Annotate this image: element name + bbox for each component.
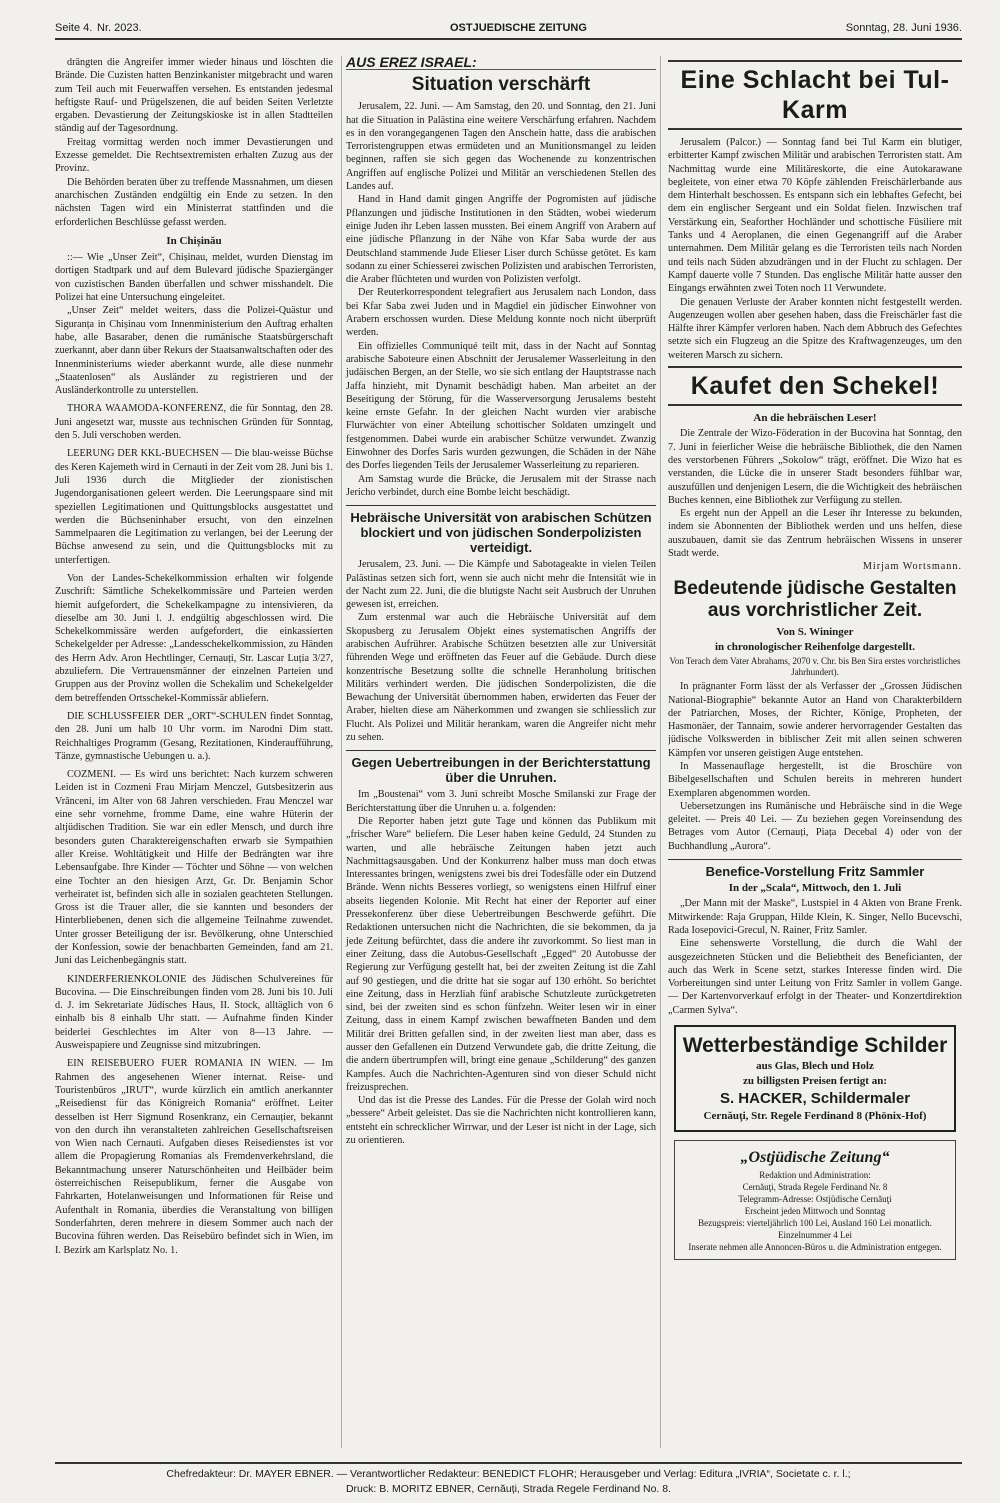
- imprint-footer: [55, 1462, 962, 1497]
- article-paragraph: Die genauen Verluste der Araber konnten nicht festgestellt werden. Augenzeugen wollen aber gesehen haben, dass die Freischärler fast die Hälfte ihrer Kämpfer verloren haben. Nach dem Abbruch des Gefechtes setzte sich ein Flugzeug an die Spitze des Kraftwagenzeuges, um den weiteren Marsch zu sichern.: [668, 296, 962, 361]
- advertisement-box: [674, 1025, 956, 1132]
- imprint-line-1: Chefredakteur: Dr. MAYER EBNER. — Verantwortlicher Redakteur: BENEDICT FLOHR; Herausgeber und Verlag: Editura „IVRIA“, Societate c. r. l.;: [166, 1468, 851, 1480]
- subheading: In der „Scala“, Mittwoch, den 1. Juli: [728, 882, 902, 895]
- box-line: Cernăuţi, Str. Regele Ferdinand 8 (Phönix-Hof): [703, 1110, 927, 1123]
- news-item: THORA WAAMODA-KONFERENZ, die für Sonntag, den 28. Juni angesetzt war, musste aus technischen Gründen für Sonntag, den 5. Juli verschoben werden.: [55, 403, 333, 442]
- news-item: Von der Landes-Schekelkommission erhalten wir folgende Zuschrift: Sämtliche Schekelkommissäre und Parteien werden hiemit aufgefordert, die Schekelkampagne zu intensivieren, da dieselbe am 30. Juni l. J. endgültig abgeschlossen wird. Die Schekelkommissäre werden aufgefordert, die einkassierten Schekelgelder per Adresse: „Landesschekelkommission, zu Händen des Herrn Adv. Aron Hechtlinger, Cernauți, Str. Lascar Luția 3/27, abzuliefern. Die Vertrauensmänner der einzelnen Parteien und Gruppen aus der Provinz wollen die Schekalim und Schekelgelder dem betreffenden Ortsschekel-Kommissär abliefern.: [55, 572, 333, 704]
- article-paragraph: Die Behörden beraten über zu treffende Massnahmen, um diesen anarchischen Zuständen endgültig ein Ende zu setzen. In den nächsten Tagen wird ein Ministerrat stattfinden und die erforderlichen Beschlüsse gefasst werden.: [55, 176, 333, 228]
- article-paragraph: ::— Wie „Unser Zeit“, Chișinau, meldet, wurden Dienstag im dortigen Stadtpark und auf dem Bulevard jüdische Spaziergänger von cuzistischen Banden überfallen und schwer misshandelt. Die Polizei hat eine Untersuchung eingeleitet.: [55, 252, 333, 304]
- subheading: An die hebräischen Leser!: [753, 412, 877, 425]
- byline-note: Von Terach dem Vater Abrahams, 2070 v. Chr. bis Ben Sira erstes vorchristliches Jahrhundert).: [669, 656, 961, 678]
- article-headline: Hebräische Universität von arabischen Schützen blockiert und von jüdischen Sonderpolizisten verteidigt.: [346, 505, 656, 555]
- box-line: Wetterbeständige Schilder: [682, 1034, 948, 1058]
- box-line: Inserate nehmen alle Annoncen-Büros u. die Administration entgegen.: [688, 1242, 942, 1253]
- article-paragraph: Ein offizielles Communiqué teilt mit, dass in der Nacht auf Sonntag arabische Saboteure einen Abschnitt der Jerusalemer Wasserleitung in den judäischen Bergen, an der Stelle, wo sie sich entlang der Hauptstrasse nach Jaffa hinzieht, mit Dynamit beschädigt haben. Man arbeitet an der Beseitigung der Störung, für die Wasserversorgung Jerusalems besteht keine ernste Gefahr. In der gleichen Nacht wurden vier arabische Flurwächter von einer Abteilung schottischer Soldaten umzingelt und festgenommen. Dabei wurde ein arabischer Schütze verwundet. Zwanzig Einwohner des Dorfes Saris wurden gezwungen, die Schäden in der Nähe des Dorfes liegenden Teils der Jerusalemer Wasserleitung zu reparieren.: [346, 340, 656, 472]
- publisher-info-box: [674, 1140, 956, 1260]
- box-line: S. HACKER, Schildermaler: [719, 1090, 911, 1108]
- issue-date: Sonntag, 28. Juni 1936.: [845, 22, 962, 34]
- article-paragraph: Jerusalem, 23. Juni. — Die Kämpfe und Sabotageakte in vielen Teilen Palästinas setzen sich fort, wenn sie auch nicht mehr die Intensität wie in der Nacht zum 22. Juni, die die blutigste Nacht seit Ausbruch der Unruhen gewesen ist, erreichen.: [346, 559, 656, 611]
- article-paragraph: Eine sehenswerte Vorstellung, die durch die Wahl der ausgezeichneten Stücken und die Beliebtheit des Beneficianten, der auch das Werk in Scene setzt, starkes Interesse finden wird. Die Vorbereitungen sind unter Leitung von Fritz Samler in vollem Gange. — Der Kartenvorverkauf erfolgt in der Theater- und Konzertdirektion „Carmen Sylva“.: [668, 938, 962, 1016]
- box-line: Telegramm-Adresse: Ostjüdische Cernăuţi: [738, 1194, 892, 1205]
- article-paragraph: Am Samstag wurde die Brücke, die Jerusalem mit der Strasse nach Jericho verbindet, durch eine Bombe leicht beschädigt.: [346, 473, 656, 498]
- signature: Mirjam Wortsmann.: [862, 561, 962, 573]
- newspaper-title: OSTJUEDISCHE ZEITUNG: [450, 22, 587, 34]
- banner-headline: Eine Schlacht bei Tul-Karm: [668, 60, 962, 130]
- article-headline: Bedeutende jüdische Gestalten aus vorchristlicher Zeit.: [673, 577, 957, 621]
- article-paragraph: Jerusalem, 22. Juni. — Am Samstag, den 20. und Sonntag, den 21. Juni hat die Situation in Palästina eine weitere Verschärfung erfahren. Nachdem es in den vorangegangenen Tagen den Anschein hatte, dass die arabischen Terroristengruppen etwas ermüdeten und an Munitionsmangel zu leiden beginnen, raffen sie sich gegen das Wochenende zu konzentrischen Angriffen auf englische Polizei und Militär an verschiedenen Stellen des Landes auf.: [346, 101, 656, 193]
- section-heading: In Chișinău: [166, 234, 222, 247]
- box-line: „Ostjüdische Zeitung“: [740, 1149, 890, 1167]
- article-paragraph: In prägnanter Form lässt der als Verfasser der „Grossen Jüdischen National-Biographie“ bekannte Autor an Hand von Charakterbildern der Patriarchen, Moses, der Richter, Könige, Propheten, der Hasmonäer, der Tannaim, sowie anderer hervorragender Gestalten das jüdische Volkswerden in biblischer Zeit mit allen seinen schweren Kämpfen vor unseren geistigen Auge entstehen.: [668, 681, 962, 759]
- news-item: DIE SCHLUSSFEIER DER „ORT“-SCHULEN findet Sonntag, den 28. Juni um halb 10 Uhr vorm. im Narodni Dim statt. Reichhaltiges Programm (Gesang, Rezitationen, Kinderaufführung, Tänze, gymnastische Uebungen u. a.).: [55, 710, 333, 762]
- article-paragraph: Jerusalem (Palcor.) — Sonntag fand bei Tul Karm ein blutiger, erbitterter Kampf zwischen Militär und arabischen Terroristen statt. Am Nachmittag wurde eine Militäreskorte, die eine Autokarawane begleitete, von einer etwa 70 Köpfe zählenden Freischärlerbande aus dem Hinterhalt beschossen. Es entspann sich ein lebhaftes Gefecht, bei dem ein englischer Sergeant und ein Soldat fielen. Inzwischen traf Verstärkung ein, Seaforther Hochländer und schottische Füsiliere mit Tanks und 4 Aeroplanen, die einen Gegenangriff auf die Araber unternahmen. Dem Militär gelang es die Terroristen teils nach Norden und teils nach Süden abzudrängen und in der Flucht zu schlagen. Der Kampf dauerte volle 7 Stunden. Das englische Militär hatte ausser den Eingangs erwähnten zwei Toten noch 11 Verwundete.: [668, 137, 962, 295]
- box-line: Redaktion und Administration:: [759, 1170, 871, 1181]
- article-paragraph: Zum erstenmal war auch die Hebräische Universität auf dem Skopusberg zu Jerusalem Objekt eines systematischen Angriffs der arabischen Aufrührer. Arabische Schützen besetzten alle zur Universität führenden Wege und eröffneten das Feuer auf die Gebäude. Durch diese konzentrische Besetzung sollte die schnelle Heranholung britischen Militärs verhindert werden. Die jüdischen Sonderpolizisten, die die Bewachung der Universität übernommen haben, erwiderten das Feuer der Araber, hielten diese am Näherkommen und zwangen sie schliesslich zur Flucht. Als Polizei und Militär herankam, waren die Angreifer nicht mehr zu sehen.: [346, 612, 656, 744]
- banner-headline: Kaufet den Schekel!: [668, 366, 962, 406]
- article-headline: Benefice-Vorstellung Fritz Sammler: [668, 859, 962, 879]
- article-paragraph: Die Reporter haben jetzt gute Tage und können das Publikum mit „frischer Ware“ beliefern. Die Leser haben keine Geduld, 24 Stunden zu warten, und alle hebräische Zeitungen haben jetzt auch Nachmittagsausgaben. Und der Konkurrenz halber muss man doch etwas Interessantes bringen, wenigstens zwei bis drei Todesfälle oder ein Dutzend Brände. Wenn nichts Besseres vorliegt, so wenigstens einen Hilfruf einer abseits liegenden Kolonie. Mit Recht hat einer der Reporter auf einer Pressekonferenz über diese Uebertreibungen Beschwerde geführt. Die Redaktionen untersuchen nicht die Nachrichten, die sie bekommen, da ja jede Zeitung befürchtet, dass die andere ihr zuvorkommt. So liest man in einer Zeitung, dass die Autobus-Gesellschaft „Egged“ 20 Autobusse der Regierung zur Verfügung gestellt hat, bei der zweiten Zeitung ist die Zahl auf 90 gestiegen, und die dritte hat sie sogar auf 130 erhöht. So berichtet eine Zeitung, dass in Herzliah fünf arabische Schutzleute zurückgetreten sind, bei der zweiten sind es schon fünfzehn. Weiter lesen wir in einer Zeitung, dass in einem Kampf zwischen bewaffneten Banden und dem Militär drei Britten gefallen sind, in der zweiten liest man aber, dass es ausser den Gefallenen ein Dutzend Verwundete gab, die dritte Zeitung, die die andern übertrumpfen will, bringt eine genaue „Schilderung“ des ganzen Kampfes. Auch die Nachrichten-Agenturen sind von dieser Schuld nicht freizusprechen.: [346, 815, 656, 1093]
- article-paragraph: Es ergeht nun der Appell an die Leser ihr Interesse zu bekunden, indem sie Abonnenten der Bibliothek werden und uns helfen, diese auszubauen, damit sie das Zentrum hebräischen Wissens in unserer Stadt werde.: [668, 508, 962, 560]
- news-item: EIN REISEBUERO FUER ROMANIA IN WIEN. — Im Rahmen des angesehenen Wiener internat. Reise- und Touristenbüros „IRUT“, wurde kürzlich ein amtlich anerkannter „Reisedienst für das Königreich Romania“ eröffnet. Leiter desselben ist Herr Sigmund Rosenkranz, ein Cernauțier, bekannt von den durch ihn veranstalteten zahlreichen Gesellschaftsreisen von Wien nach Cernauti. Aufgaben dieses Reisedienstes ist vor allem die Propagierung Romanias als Fremdenverkehrsland, die Bekanntmachung unserer Naturschönheiten und Heilbäder beim österreichischen Reisepublikum, ferner die Ausgabe von Fahrkarten, Hotelanweisungen und Informationen für Reise und Aufenthalt in Romania, überdies die Veranstaltung von billigen Sonderfahrten, deren mehrere in diesem Sommer auch nach der Bucovina führen werden. Das Reisebüro befindet sich in Wien, im I. Bezirk am Karlsplatz No. 1.: [55, 1058, 333, 1256]
- article-paragraph: Und das ist die Presse des Landes. Für die Presse der Golah wird noch „bessere“ Arbeit geleistet. Das sie die Nachrichten nicht kontrollieren kann, entsteht ein schrecklicher Wirrwar, und der Leser ist nicht in der Lage, sich zu orientieren.: [346, 1095, 656, 1147]
- box-line: zu billigsten Preisen fertigt an:: [743, 1075, 887, 1088]
- news-item: COZMENI. — Es wird uns berichtet: Nach kurzem schweren Leiden ist in Cozmeni Frau Mirjam Menczel, Gutsbesitzerin aus Vrânceni, im Alter von 68 Jahren verschieden. Frau Menczel war eine sehr vornehme, fromme Dame, eine wahre Hüterin der altjüdischen Tradition. Sie war ein edler Mensch, und durch ihre besonders guten Charaktereigenschaften erwarb sie Sympathien aller Kreise. Wohltätigkeit und Hilfe der Bedrängten war ihre Lebensaufgabe. Ihre Kinder — Töchter und Söhne — von welchen eine Tochter an den hiesigen Arzt, Gr. Dr. Benjamin Schor verheiratet ist, befinden sich alle in sozialen geachteten Stellungen. Gross ist die Trauer aller, die sie kannten und besonders der Hinterbliebenen, denen sich die allgemeine Teilnahme zuwendet. Unter grosser Beteiligung der isr. Bevölkerung, ohne Unterschied der Konfession, sowie der benachbarten Gemeinden, fand am 21. Juni das Leichenbegängnis statt.: [55, 769, 333, 967]
- page-header: [55, 20, 962, 40]
- box-line: Cernăuţi, Strada Regele Ferdinand Nr. 8: [742, 1182, 888, 1193]
- subheading: Von S. Wininger: [776, 625, 854, 638]
- article-paragraph: „Der Mann mit der Maske“, Lustspiel in 4 Akten von Brane Frenk. Mitwirkende: Raja Gruppan, Hilde Klein, K. Singer, Nello Bucevschi, Rada Iosepovici-Grecul, N. Rainer, Fritz Samler.: [668, 898, 962, 936]
- article-headline: Gegen Uebertreibungen in der Berichterstattung über die Unruhen.: [346, 750, 656, 785]
- column-middle: [341, 56, 661, 1448]
- news-item: KINDERFERIENKOLONIE des Jüdischen Schulvereines für Bucovina. — Die Einschreibungen finden vom 28. Juni bis 10. Juli d. J. im Sekretariate Jüdisches Haus, II. Stock, alltäglich von 6 einhalb bis 8 einhalb Uhr statt. — Aufnahme finden Kinder beiderlei Geschlechtes im Alter von 8—13 Jahre. — Ausweispapiere und Zeugnisse sind mitzubringen.: [55, 973, 333, 1052]
- page-number: Seite 4.: [55, 22, 93, 34]
- article-paragraph: Freitag vormittag werden noch immer Devastierungen und Exzesse gemeldet. Die Rechtsextremisten erhalten Zuzug aus der Provinz.: [55, 136, 333, 175]
- section-kicker: AUS EREZ ISRAEL:: [346, 56, 656, 70]
- article-paragraph: Hand in Hand damit gingen Angriffe der Pogromisten auf jüdische Pflanzungen und jüdische Institutionen in den Städten, wobei wiederum einige Juden ihr Leben lassen mussten. Bei einem Angriff von Arabern auf eine jüdische Pflanzung in der Nähe von Kfar Saba wurde der aus Deutschland stammende Jude Elieser Liser durch Schüsse getötet. Es kam sodann zu einer Schiesserei zwischen Polizisten und arabischen Terroristen, die Araber flüchteten und wurden von Polizisten verfolgt.: [346, 194, 656, 286]
- subheading: in chronologischer Reihenfolge dargestellt.: [714, 640, 916, 653]
- imprint-line-2: Druck: B. MORITZ EBNER, Cernăuți, Strada Regele Ferdinand No. 8.: [345, 1483, 672, 1495]
- column-left: [55, 56, 333, 1448]
- article-paragraph: „Unser Zeit“ meldet weiters, dass die Polizei-Quästur und Siguranța in Chișinau vom Innenministerium den Auftrag erhalten habe, alle Basaraber, denen die rumänische Staatsbürgerschaft zuerkannt, aber dann über Rekurs der Staatsanwaltschaften oder des Innenministeriums wieder aberkannt wurde, alle diese nunmehr „Staatenlosen“ als Ausländer zu registrieren und der Ausländerkontrolle zu unterstellen.: [55, 305, 333, 397]
- article-paragraph: Uebersetzungen ins Rumänische und Hebräische sind in die Wege geleitet. — Preis 40 Lei. — Zu beziehen gegen Voreinsendung des Betrages vom Autor (Cernauți, Piața Decebal 4) oder von der Buchhandlung „Aurora“.: [668, 800, 962, 852]
- article-paragraph: Im „Boustenai“ vom 3. Juni schreibt Mosche Smilanski zur Frage der Berichterstattung über die Unruhen u. a. folgenden:: [346, 789, 656, 814]
- issue-number: Nr. 2023.: [97, 22, 142, 34]
- article-paragraph: drängten die Angreifer immer wieder hinaus und löschten die Brände. Die Cuzisten hatten Benzinkanister mitgebracht und waren zum Teil auch mit Feuerwaffen versehen. Es entstanden jedesmal heftigste Rauf- und Prügelszenen, die auf beiden Seiten Verletzte ergaben. Devastierung der Zeitungskioske ist in allen Stadtteilen ständig auf der Tagesordnung.: [55, 57, 333, 135]
- column-right: [668, 56, 962, 1448]
- article-paragraph: In Massenauflage hergestellt, ist die Broschüre von Bibelgesellschaften und Schulen bereits in mehreren hundert Exemplaren abgenommen worden.: [668, 760, 962, 799]
- article-headline: Situation verschärft: [411, 74, 591, 96]
- box-line: Bezugspreis: vierteljährlich 100 Lei, Ausland 160 Lei monatlich. Einzelnummer 4 Lei: [698, 1218, 932, 1241]
- news-item: LEERUNG DER KKL-BUECHSEN — Die blau-weisse Büchse des Keren Kajemeth wird in Cernauti in der Zeit vom 28. Juni bis 1. Juli 1936 durch die Mitglieder der zionistischen Jugendorganisationen geleert werden. Die Leerungspaare sind mit speziellen Legitimationen und Quittungsblocks ausgestattet und werden die Büchseninhaber ersucht, von den einzelnen Sammelpaaren die Legitimation zu verlangen, bei der Leerung der Büchse anwesend zu sein, und die Quittungsblocks mit zu unterfertigen.: [55, 448, 333, 566]
- box-line: Erscheint jeden Mittwoch und Sonntag: [744, 1206, 886, 1217]
- box-line: aus Glas, Blech und Holz: [756, 1060, 874, 1073]
- article-paragraph: Die Zentrale der Wizo-Föderation in der Bucovina hat Sonntag, den 7. Juni in feierlicher Weise die hebräische Bibliothek, die den Namen des verstorbenen Führers „Sokolow“ trägt, eröffnet. Die Wizo hat es verstanden, die Lücke die in unserer Stadt besonders fühlbar war, auszufüllen und denjenigen Lesern, die die Wichtigkeit des hebräischen Buches kennen, eine Bibliothek zur Verfügung zu stellen.: [668, 428, 962, 506]
- article-paragraph: Der Reuterkorrespondent telegrafiert aus Jerusalem nach London, dass bei Kfar Saba zwei Juden und in Magdiel ein jüdischer Einwohner von Arabern erschossen wurden. Diese Meldung konnte noch nicht überprüft werden.: [346, 287, 656, 339]
